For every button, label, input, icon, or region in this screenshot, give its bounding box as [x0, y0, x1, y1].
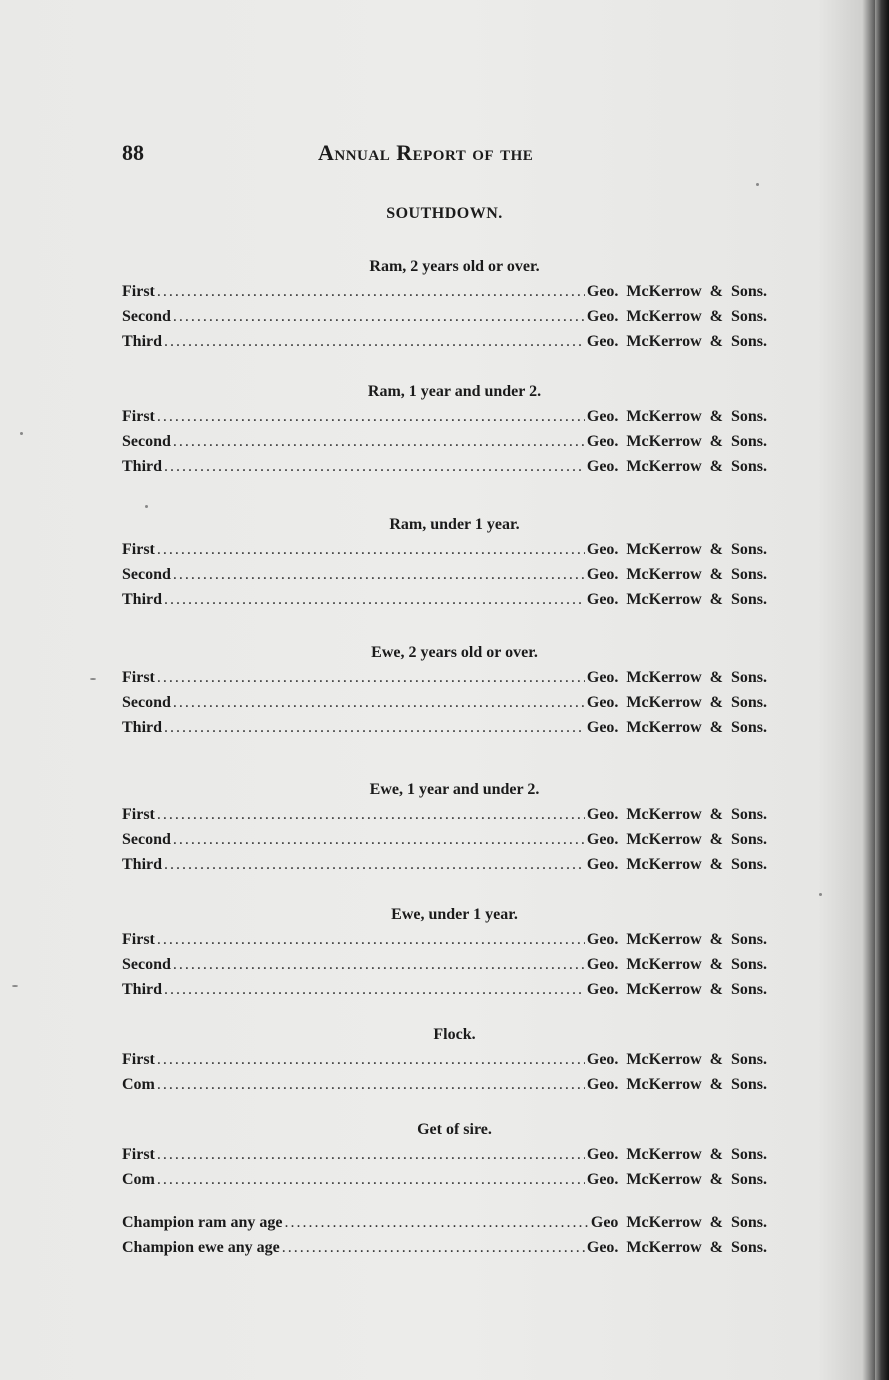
award-place: Com	[122, 1076, 155, 1093]
leader-dots	[173, 304, 585, 329]
leader-dots	[164, 329, 585, 354]
award-winner: Geo. McKerrow & Sons.	[586, 458, 767, 475]
award-winner: Geo McKerrow & Sons.	[590, 1214, 767, 1231]
award-winner: Geo. McKerrow & Sons.	[586, 669, 767, 686]
page-header	[122, 140, 762, 170]
scan-speck	[12, 985, 18, 987]
award-row	[122, 587, 767, 612]
class-block	[122, 255, 767, 354]
leader-dots	[173, 562, 585, 587]
leader-dots	[157, 665, 585, 690]
award-place: First	[122, 408, 155, 425]
leader-dots	[157, 279, 585, 304]
champion-block	[122, 1210, 767, 1260]
award-winner: Geo. McKerrow & Sons.	[586, 694, 767, 711]
leader-dots	[157, 802, 585, 827]
class-block	[122, 1118, 767, 1192]
running-head: Annual Report of the	[318, 140, 534, 165]
award-place: Second	[122, 433, 171, 450]
award-place: Champion ewe any age	[122, 1239, 280, 1256]
award-place: First	[122, 669, 155, 686]
award-winner: Geo. McKerrow & Sons.	[586, 856, 767, 873]
award-row	[122, 690, 767, 715]
leader-dots	[164, 852, 585, 877]
award-winner: Geo. McKerrow & Sons.	[586, 566, 767, 583]
award-winner: Geo. McKerrow & Sons.	[586, 1076, 767, 1093]
award-row	[122, 404, 767, 429]
award-place: Second	[122, 956, 171, 973]
award-row	[122, 715, 767, 740]
award-winner: Geo. McKerrow & Sons.	[586, 806, 767, 823]
award-winner: Geo. McKerrow & Sons.	[586, 408, 767, 425]
award-place: First	[122, 1146, 155, 1163]
award-place: Third	[122, 333, 163, 350]
class-title: Get of sire.	[417, 1121, 492, 1138]
page-number: 88	[122, 140, 144, 165]
award-winner: Geo. McKerrow & Sons.	[586, 1146, 767, 1163]
leader-dots	[157, 1072, 585, 1097]
class-block	[122, 1023, 767, 1097]
class-block	[122, 513, 767, 612]
class-block	[122, 380, 767, 479]
class-title: Ram, 1 year and under 2.	[367, 383, 542, 400]
award-winner: Geo. McKerrow & Sons.	[586, 308, 767, 325]
leader-dots	[173, 827, 585, 852]
award-row	[122, 852, 767, 877]
leader-dots	[157, 404, 585, 429]
leader-dots	[157, 1142, 585, 1167]
award-winner: Geo. McKerrow & Sons.	[586, 1051, 767, 1068]
award-row	[122, 1210, 767, 1235]
leader-dots	[157, 927, 585, 952]
leader-dots	[173, 952, 585, 977]
award-place: First	[122, 806, 155, 823]
scan-speck	[145, 505, 148, 508]
award-place: Third	[122, 458, 163, 475]
award-row	[122, 977, 767, 1002]
award-row	[122, 537, 767, 562]
award-row	[122, 454, 767, 479]
leader-dots	[282, 1235, 585, 1260]
award-row	[122, 562, 767, 587]
award-place: Second	[122, 831, 171, 848]
section-title: SOUTHDOWN.	[386, 205, 503, 222]
class-title: Ewe, 2 years old or over.	[371, 644, 538, 661]
award-winner: Geo. McKerrow & Sons.	[586, 981, 767, 998]
class-title: Flock.	[433, 1026, 476, 1043]
award-row	[122, 1142, 767, 1167]
award-row	[122, 665, 767, 690]
award-row	[122, 952, 767, 977]
award-place: Com	[122, 1171, 155, 1188]
scan-speck	[756, 183, 759, 186]
class-block	[122, 778, 767, 877]
scan-speck	[819, 893, 822, 896]
leader-dots	[173, 690, 585, 715]
award-row	[122, 429, 767, 454]
award-winner: Geo. McKerrow & Sons.	[586, 433, 767, 450]
leader-dots	[164, 715, 585, 740]
award-row	[122, 1047, 767, 1072]
award-place: Third	[122, 856, 163, 873]
leader-dots	[157, 537, 585, 562]
leader-dots	[284, 1210, 588, 1235]
award-winner: Geo. McKerrow & Sons.	[586, 283, 767, 300]
award-place: Second	[122, 694, 171, 711]
award-row	[122, 927, 767, 952]
class-title: Ewe, under 1 year.	[391, 906, 518, 923]
class-title: Ewe, 1 year and under 2.	[369, 781, 540, 798]
award-place: First	[122, 931, 155, 948]
leader-dots	[173, 429, 585, 454]
class-title: Ram, 2 years old or over.	[369, 258, 540, 275]
award-row	[122, 827, 767, 852]
award-place: Second	[122, 308, 171, 325]
award-winner: Geo. McKerrow & Sons.	[586, 956, 767, 973]
award-row	[122, 279, 767, 304]
leader-dots	[157, 1167, 585, 1192]
award-row	[122, 1235, 767, 1260]
scan-speck	[20, 432, 23, 435]
award-place: Second	[122, 566, 171, 583]
award-winner: Geo. McKerrow & Sons.	[586, 831, 767, 848]
award-place: First	[122, 283, 155, 300]
award-place: Champion ram any age	[122, 1214, 283, 1231]
award-row	[122, 304, 767, 329]
award-row	[122, 1072, 767, 1097]
award-row	[122, 802, 767, 827]
award-winner: Geo. McKerrow & Sons.	[586, 333, 767, 350]
award-place: First	[122, 1051, 155, 1068]
award-row	[122, 1167, 767, 1192]
award-winner: Geo. McKerrow & Sons.	[586, 1171, 767, 1188]
award-winner: Geo. McKerrow & Sons.	[586, 591, 767, 608]
class-title: Ram, under 1 year.	[389, 516, 520, 533]
scan-speck	[90, 678, 96, 680]
leader-dots	[164, 977, 585, 1002]
award-winner: Geo. McKerrow & Sons.	[586, 541, 767, 558]
award-place: Third	[122, 981, 163, 998]
leader-dots	[164, 587, 585, 612]
award-place: Third	[122, 719, 163, 736]
class-block	[122, 641, 767, 740]
award-winner: Geo. McKerrow & Sons.	[586, 719, 767, 736]
award-place: First	[122, 541, 155, 558]
award-place: Third	[122, 591, 163, 608]
award-row	[122, 329, 767, 354]
leader-dots	[157, 1047, 585, 1072]
award-winner: Geo. McKerrow & Sons.	[586, 1239, 767, 1256]
award-winner: Geo. McKerrow & Sons.	[586, 931, 767, 948]
class-block	[122, 903, 767, 1002]
leader-dots	[164, 454, 585, 479]
